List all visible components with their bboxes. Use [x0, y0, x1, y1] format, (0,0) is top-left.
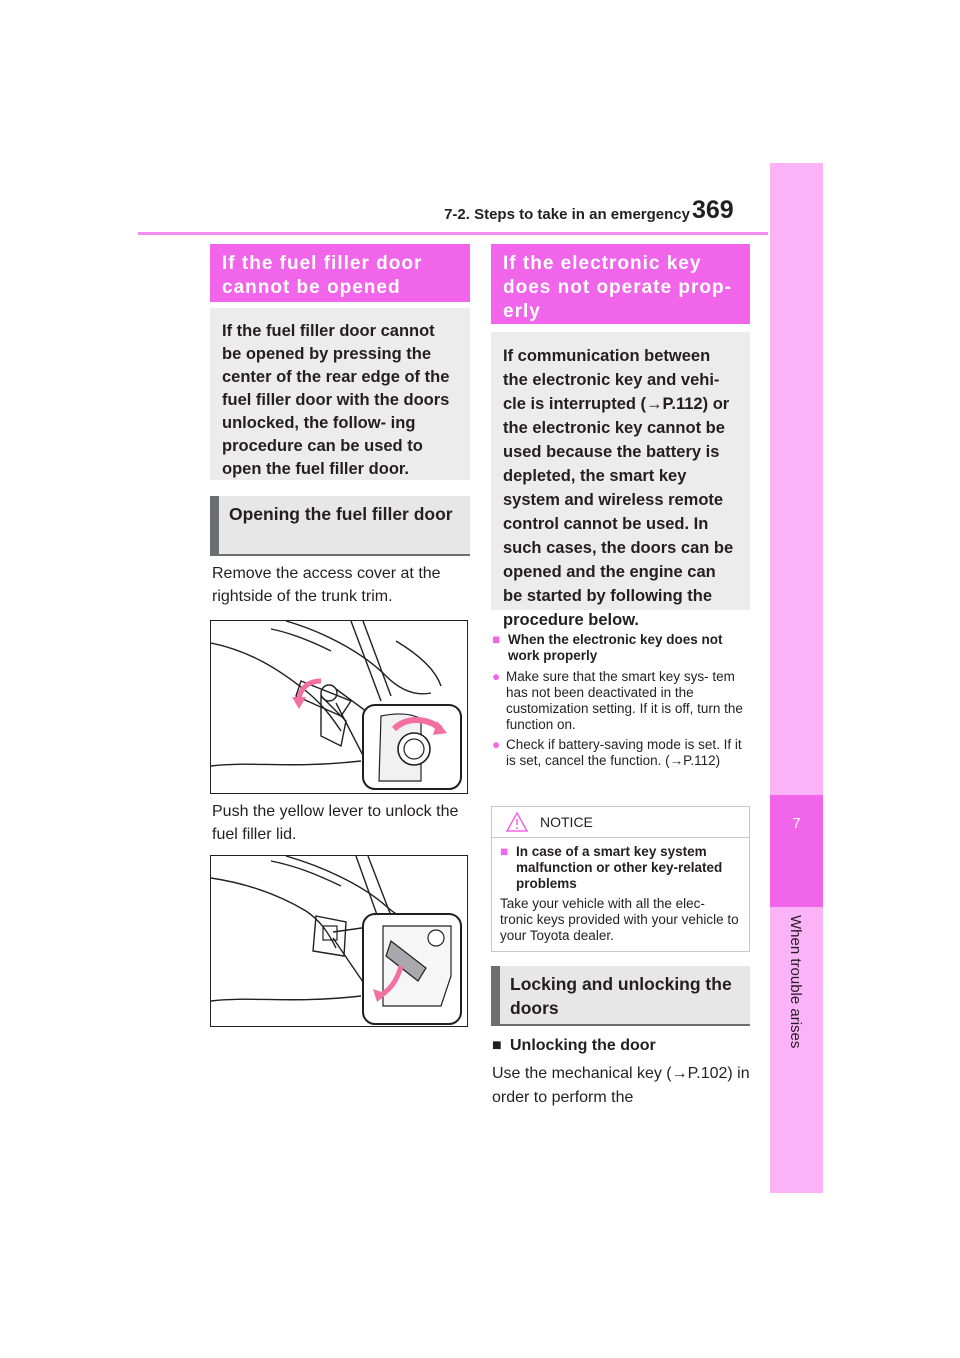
unlocking-door-title: Unlocking the door — [510, 1037, 656, 1054]
intro-page-ref[interactable]: P.112 — [662, 395, 703, 413]
warning-triangle-icon — [506, 812, 528, 832]
note-item-2-text — [506, 737, 750, 769]
body-start: Use the mechanical key ( — [492, 1065, 672, 1082]
notice-text: Take your vehicle with all the elec- tronic keys provided with your vehicle to your Toyota dealer. — [500, 896, 739, 943]
opening-fuel-door-subheading: Opening the fuel filler door — [210, 496, 470, 556]
chapter-number: 7 — [792, 815, 801, 832]
chapter-title: When trouble arises — [787, 915, 804, 1049]
square-bullet-icon: ■ — [500, 844, 509, 859]
note-item-1-text: Make sure that the smart key sys- tem has not been deactivated in the customization setting. If it is off, turn the function on. — [506, 669, 743, 732]
note-item-1 — [492, 669, 750, 733]
step2-text: Push the yellow lever to unlock the fuel filler lid. — [212, 803, 459, 843]
notice-title-row — [500, 844, 741, 892]
access-cover-illustration — [211, 621, 467, 793]
note-item-2-main: Check if battery-saving mode is set. If it is set, cancel the function. ( — [506, 737, 742, 768]
electronic-key-heading: If the electronic key does not operate prop- erly — [491, 244, 750, 324]
body-end: ) in order to perform the — [492, 1065, 750, 1106]
note-item-2 — [492, 737, 750, 769]
body-page-ref[interactable]: P.102 — [687, 1065, 728, 1082]
section-title: 7-2. Steps to take in an emergency — [444, 206, 690, 223]
fuel-door-heading: If the fuel filler door cannot be opened — [210, 244, 470, 302]
notice-header — [492, 807, 749, 838]
notice-title: In case of a smart key system malfunction or other key-related problems — [516, 844, 723, 891]
note-page-ref[interactable]: P.112 — [683, 753, 716, 768]
intro-part1: If communication between the electronic key and vehi- cle is interrupted ( — [503, 347, 720, 413]
circle-bullet-icon: ● — [492, 669, 501, 684]
note-title: When the electronic key does not work properly — [508, 632, 723, 663]
chapter-tab[interactable] — [770, 795, 823, 907]
page-number: 369 — [692, 196, 734, 224]
arrow-icon: → — [669, 753, 684, 768]
chapter-label — [770, 915, 823, 1049]
notice-label: NOTICE — [540, 814, 593, 830]
intro-part2: ) or the electronic key cannot be used because the battery is depleted, the smart key system and wireless remote control cannot be used. In such cases, the doors can be opened and the engine can be started by following the procedure below. — [503, 395, 734, 629]
notice-body — [492, 838, 749, 944]
square-bullet-icon: ■ — [492, 1037, 502, 1054]
access-cover-figure — [210, 620, 468, 794]
note-item-2-end: ) — [715, 753, 721, 768]
arrow-icon: → — [671, 1065, 688, 1082]
yellow-lever-illustration — [211, 856, 467, 1026]
square-bullet-icon: ■ — [492, 632, 501, 647]
fuel-door-intro: If the fuel filler door cannot be opened by pressing the center of the rear edge of the fuel filler door with the doors unlocked, the follow- ing procedure can be used to open the fuel filler door. — [210, 308, 470, 480]
circle-bullet-icon: ● — [492, 737, 501, 752]
note-title-row — [492, 632, 750, 664]
unlocking-door-body — [492, 1062, 750, 1110]
step1-text: Remove the access cover at the rightside of the trunk trim. — [212, 565, 441, 605]
yellow-lever-figure — [210, 855, 468, 1027]
electronic-key-intro — [491, 332, 750, 629]
arrow-icon: → — [646, 395, 663, 413]
notice-box — [491, 806, 750, 952]
header-rule — [138, 232, 768, 235]
note-block — [492, 632, 750, 769]
locking-doors-subheading: Locking and unlocking the doors — [491, 966, 750, 1026]
unlocking-door-heading — [492, 1034, 750, 1057]
